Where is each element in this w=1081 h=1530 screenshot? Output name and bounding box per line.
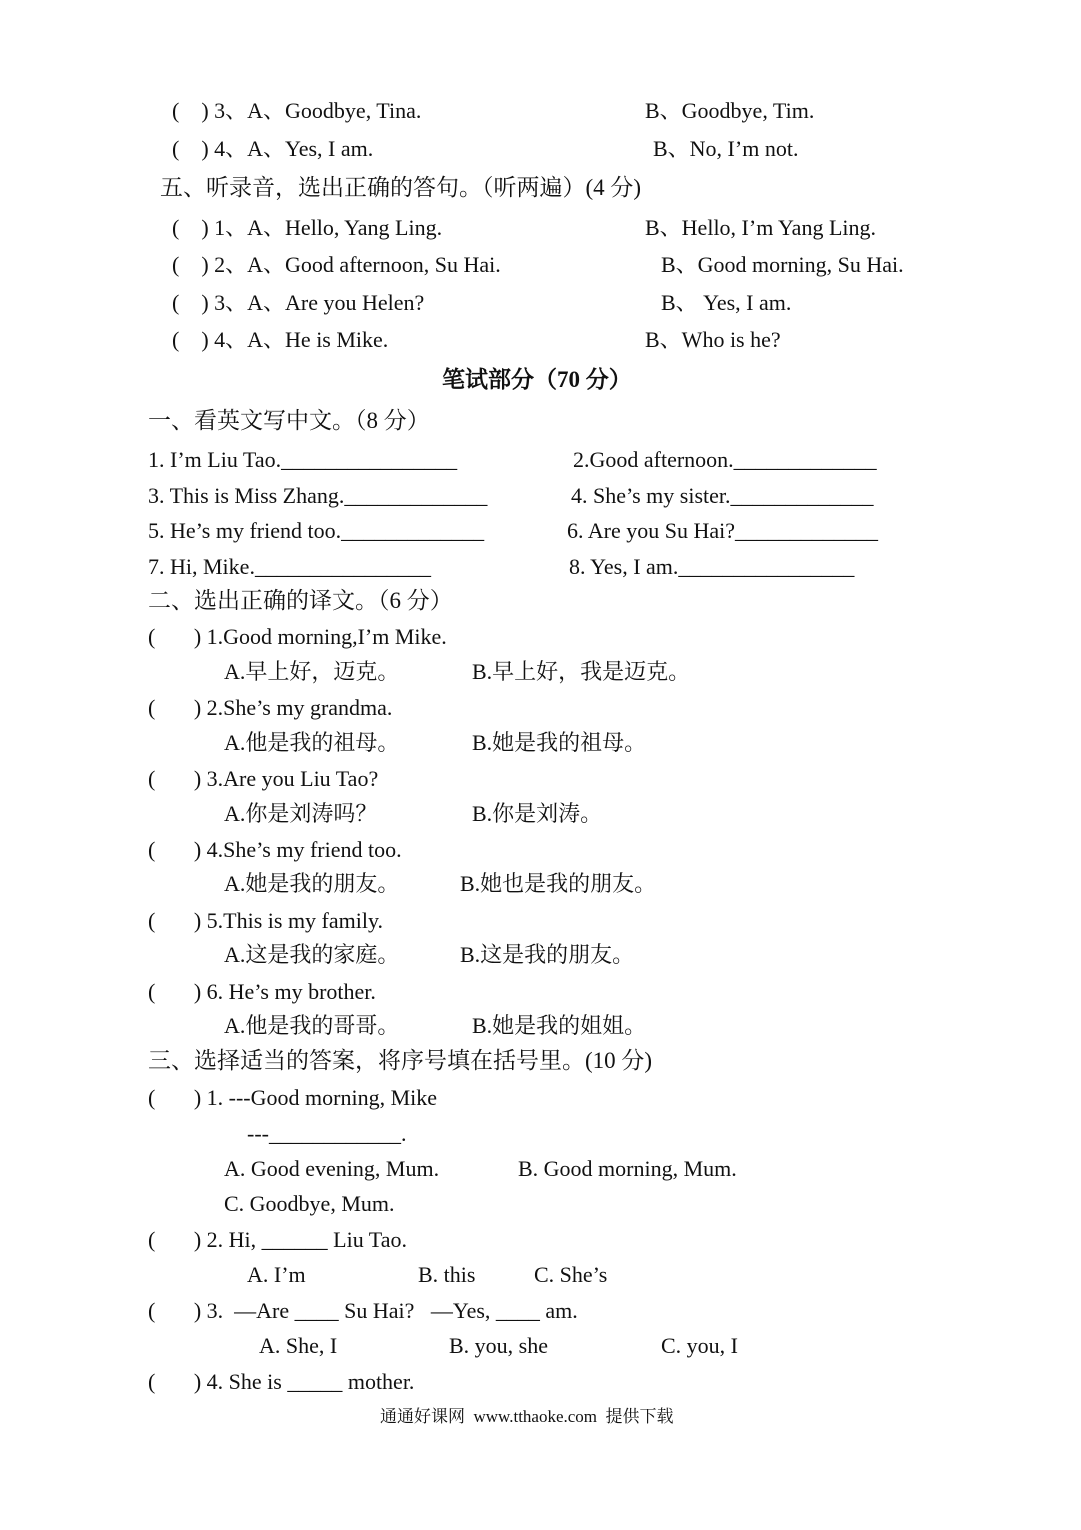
s3-q2-stem: ( ) 2. Hi, ______ Liu Tao. [148, 1227, 407, 1252]
s3-q4-stem: ( ) 4. She is _____ mother. [148, 1369, 415, 1394]
listening5-q4-option-a: ( ) 4、A、He is Mike. [172, 327, 389, 352]
s3-q3-stem: ( ) 3. —Are ____ Su Hai? —Yes, ____ am. [148, 1298, 578, 1323]
page-footer[interactable]: 通通好课网 www.tthaoke.com 提供下载 [380, 1407, 674, 1426]
s1-item-2: 2.Good afternoon._____________ [573, 447, 877, 472]
s2-q2-option-a: A.他是我的祖母。 [224, 730, 400, 755]
s2-q6-option-b: B.她是我的姐姐。 [472, 1013, 647, 1038]
s3-q2-option-c: C. She’s [534, 1262, 608, 1287]
s2-q3-option-a: A.你是刘涛吗？ [224, 801, 378, 826]
s2-q6-stem: ( ) 6. He’s my brother. [148, 979, 376, 1004]
s2-q1-stem: ( ) 1.Good morning,I’m Mike. [148, 624, 447, 649]
s2-q3-stem: ( ) 3.Are you Liu Tao? [148, 766, 379, 791]
listening5-q1-option-b: B、Hello, I’m Yang Ling. [645, 215, 877, 240]
s1-item-6: 6. Are you Su Hai?_____________ [567, 518, 879, 543]
s2-q5-option-b: B.这是我的朋友。 [460, 942, 635, 967]
s3-q1-answer-blank: ---____________. [247, 1121, 407, 1146]
listening5-q3-option-b: B、 Yes, I am. [661, 290, 792, 315]
s2-q2-stem: ( ) 2.She’s my grandma. [148, 695, 393, 720]
section-1-heading: 一、看英文写中文。（8 分） [148, 408, 430, 433]
s2-q1-option-a: A.早上好，迈克。 [224, 659, 400, 684]
s1-item-8: 8. Yes, I am.________________ [569, 554, 855, 579]
s3-q1-option-a: A. Good evening, Mum. [224, 1156, 440, 1181]
s3-q1-stem: ( ) 1. ---Good morning, Mike [148, 1085, 438, 1110]
s1-item-3: 3. This is Miss Zhang._____________ [148, 483, 488, 508]
listening5-q4-option-b: B、Who is he? [645, 327, 781, 352]
s3-q1-option-c: C. Goodbye, Mum. [224, 1191, 395, 1216]
s2-q1-option-b: B.早上好，我是迈克。 [472, 659, 691, 684]
listening5-q1-option-a: ( ) 1、A、Hello, Yang Ling. [172, 215, 443, 240]
listening4-q3-option-b: B、Goodbye, Tim. [645, 98, 815, 123]
listening5-q2-option-a: ( ) 2、A、Good afternoon, Su Hai. [172, 252, 501, 277]
s3-q3-option-b: B. you, she [449, 1333, 548, 1358]
s2-q5-option-a: A.这是我的家庭。 [224, 942, 400, 967]
s3-q2-option-a: A. I’m [247, 1262, 306, 1287]
s2-q5-stem: ( ) 5.This is my family. [148, 908, 384, 933]
s1-item-4: 4. She’s my sister._____________ [571, 483, 874, 508]
s3-q3-option-a: A. She, I [259, 1333, 338, 1358]
s1-item-1: 1. I’m Liu Tao.________________ [148, 447, 458, 472]
listening5-q3-option-a: ( ) 3、A、Are you Helen? [172, 290, 425, 315]
s2-q4-stem: ( ) 4.She’s my friend too. [148, 837, 402, 862]
section-2-heading: 二、选出正确的译文。（6 分） [148, 588, 453, 613]
section-3-heading: 三、选择适当的答案，将序号填在括号里。(10 分) [148, 1048, 653, 1073]
listening4-q3-option-a: ( ) 3、A、Goodbye, Tina. [172, 98, 422, 123]
s2-q4-option-a: A.她是我的朋友。 [224, 871, 400, 896]
s2-q3-option-b: B.你是刘涛。 [472, 801, 603, 826]
s2-q4-option-b: B.她也是我的朋友。 [460, 871, 657, 896]
s1-item-5: 5. He’s my friend too._____________ [148, 518, 485, 543]
listening4-q4-option-b: B、No, I’m not. [653, 136, 799, 161]
s2-q6-option-a: A.他是我的哥哥。 [224, 1013, 400, 1038]
s3-q2-option-b: B. this [418, 1262, 476, 1287]
s1-item-7: 7. Hi, Mike.________________ [148, 554, 431, 579]
s3-q1-option-b: B. Good morning, Mum. [518, 1156, 737, 1181]
listening4-q4-option-a: ( ) 4、A、Yes, I am. [172, 136, 374, 161]
s2-q2-option-b: B.她是我的祖母。 [472, 730, 647, 755]
written-part-title: 笔试部分（70 分） [442, 367, 632, 392]
section-5-heading: 五、听录音，选出正确的答句。（听两遍）(4 分) [160, 175, 642, 200]
listening5-q2-option-b: B、Good morning, Su Hai. [661, 252, 904, 277]
s3-q3-option-c: C. you, I [661, 1333, 738, 1358]
